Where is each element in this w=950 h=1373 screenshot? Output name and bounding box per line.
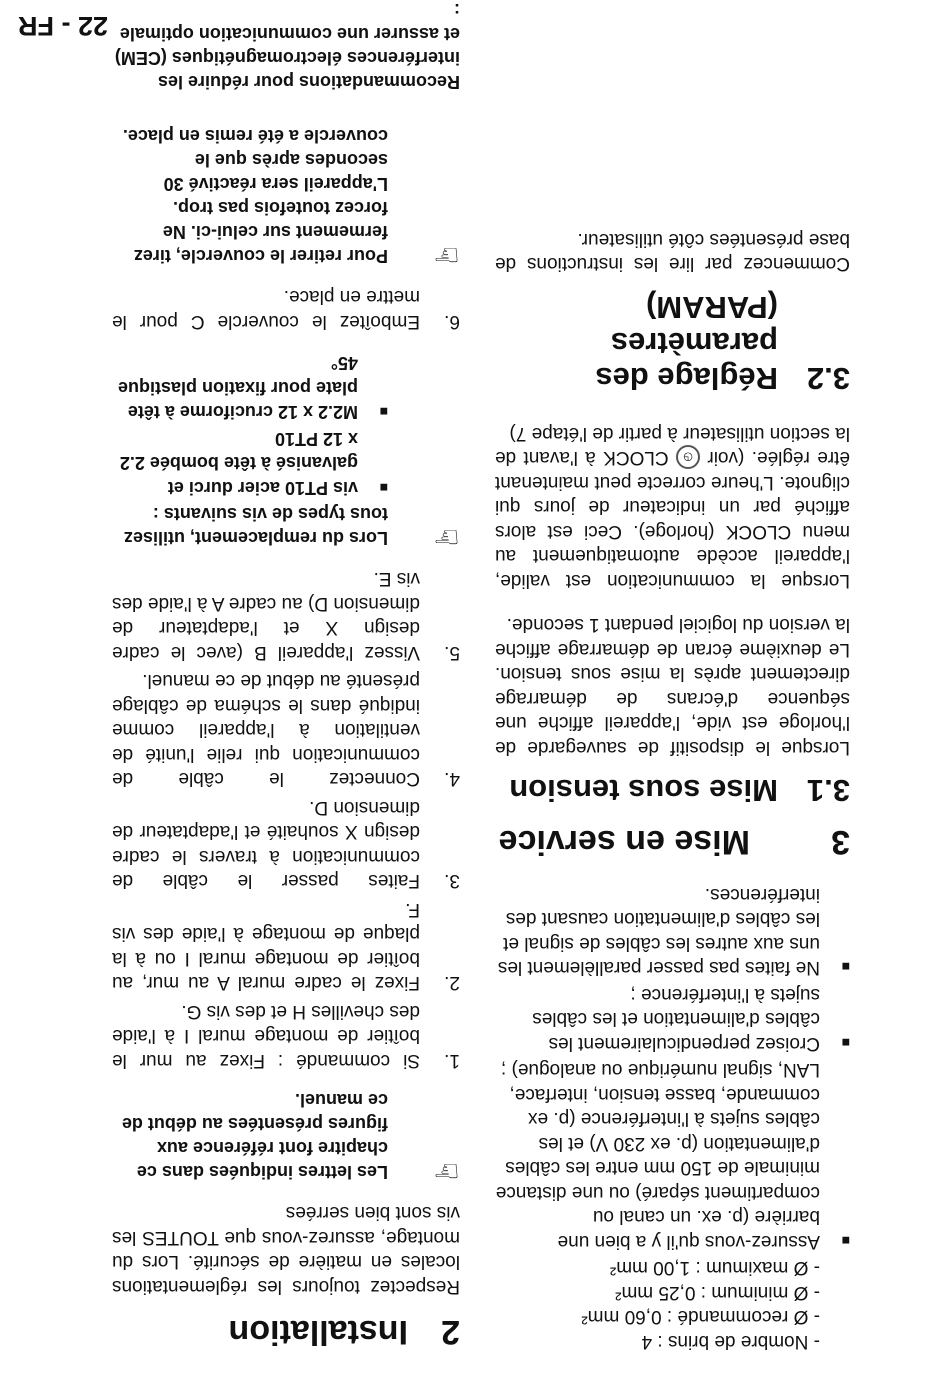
- subsection-number: 3.1: [806, 773, 850, 809]
- power-on-paragraph-2: Lorsque la communication est valide, l'appareil accède automatiquement au menu CLOCK (horloge). Ceci est alors affiché par un indicateur de jours qui clignote. L'heure correcte peut maintenant être réglée. (voir ◷ CLOCK à l'avant de la section utilisateur à partir de l'étape 7): [495, 422, 850, 591]
- bullet-square-icon: ■: [379, 480, 388, 496]
- note-text: Lors du remplacement, utilisez tous types de vis suivants :: [123, 504, 388, 548]
- step-2: 2. Fixez le cadre mural A au mur, au boîtier de montage mural I ou à la plaque de montage à l'aide des vis F.: [112, 899, 460, 994]
- rec-diam-recommended: - Ø recommandé : 0,60 mm²: [581, 1306, 820, 1328]
- subsection-title: Réglage des paramètres (PARAM): [595, 290, 778, 397]
- bullet-square-icon: ■: [841, 959, 850, 976]
- subsection-3-1-heading: [495, 773, 850, 809]
- step-4: 4. Connectez le câble de communication qui relie l'unité de ventilation à l'appareil comme indiqué dans le schéma de câblage présenté au début de ce manuel.: [112, 670, 460, 790]
- note-cover: [112, 124, 460, 271]
- note-screws: [112, 349, 460, 553]
- section-2-heading: [112, 1312, 460, 1351]
- subsection-title: Mise sous tension: [509, 773, 778, 809]
- param-paragraph: Commencez par lire les instructions de base présentées côté utilisateur.: [495, 228, 850, 275]
- rec-diam-min: - Ø minimum : 0,25 mm²: [615, 1282, 820, 1303]
- step-3: 3. Faites passer le câble de communication à travers le cadre design X souhaité et l'adaptateur de dimension D.: [112, 797, 460, 892]
- screw-type-1: ■ vis PT10 acier durci et galvanisé à tête bombée 2.2 x 12 PT10: [112, 427, 388, 501]
- column-installation: [112, 0, 460, 1351]
- rec-parallel: ■ Ne faites pas passer parallèlement les uns aux autres les câbles de signal et les câbles d'alimentation causant des interférences.: [495, 882, 850, 980]
- bullet-square-icon: ■: [841, 1233, 850, 1249]
- note-letters: [112, 1088, 460, 1187]
- bullet-square-icon: ■: [379, 404, 388, 421]
- step-6: 6. Emboîtez le couvercle C pour le mettre en place.: [112, 286, 460, 332]
- pointing-hand-icon: ☞: [433, 520, 460, 553]
- pointing-hand-icon: ☞: [433, 238, 460, 271]
- screw-type-2: ■ M2.2 x 12 cruciforme à tête plate pour fixation plastique 45°: [112, 351, 388, 425]
- rec-diam-max: - Ø maximum : 1,00 mm²: [609, 1257, 820, 1279]
- step-5: 5. Vissez l'appareil B (avec le cadre design X et l'adaptateur de dimension D) au cadre A à l'aide des vis E.: [112, 568, 460, 663]
- rec-strands: - Nombre de brins : 4: [641, 1331, 820, 1352]
- section-3-heading: [495, 823, 850, 862]
- rec-barrier: ■ Assurez-vous qu'il y a bien une barrière (p. ex. un canal ou compartiment séparé) ou une distance minimale de 150 mm entre les câbles d'alimentation (p. ex 230 V) et les câbles sujets à l'interférence (p. ex commande, basse tension, interface, LAN, signal numérique ou analogue) ;: [495, 1057, 850, 1253]
- subsection-3-2-heading: [495, 289, 850, 396]
- rec-cross: ■ Croisez perpendiculairement les câbles d'alimentation et les câbles sujets à l'interférence ;: [495, 982, 850, 1056]
- column-commissioning: [495, 224, 850, 1353]
- section-title: Mise en service: [498, 823, 750, 862]
- pointing-hand-icon: ☞: [433, 1154, 460, 1187]
- section-number: 3: [831, 823, 850, 862]
- power-on-paragraph-1: Lorsque le dispositif de sauvegarde de l'horloge est vide, l'appareil affiche une séquence d'écrans de démarrage directement après la mise sous tension. Le deuxième écran de démarrage affiche la version du logiciel pendant 1 seconde.: [495, 614, 850, 758]
- emc-recommendations-title: Recommandations pour réduire les interférences électromagnétiques (CEM) et assurer une communication optimale :: [114, 0, 460, 92]
- step-1: 1. Si commandé : Fixez au mur le boîtier de montage mural I à l'aide des chevilles H et des vis G.: [112, 1001, 460, 1071]
- note-text: Pour retirer le couvercle, tirez fermement sur celui-ci. Ne forcez toutefois pas trop. L'appareil sera réactivé 30 secondes après que le couvercle a été remis en place.: [122, 126, 388, 266]
- page-number: 22 - FR: [18, 11, 109, 41]
- section-number: 2: [441, 1313, 460, 1351]
- installation-steps: [112, 566, 460, 1072]
- note-text: Les lettres indiquées dans ce chapitre font référence aux figures présentées au début de ce manuel.: [121, 1090, 388, 1182]
- installation-steps-cont: [112, 284, 460, 333]
- subsection-number: 3.2: [806, 361, 850, 397]
- section-title: Installation: [228, 1313, 408, 1351]
- clock-button-icon: ◷: [676, 445, 700, 469]
- bullet-square-icon: ■: [841, 1035, 850, 1051]
- intro-paragraph: Respectez toujours les réglementations locales en matière de sécurité. Lors du montage, assurez-vous que TOUTES les vis sont bien serrées: [112, 1202, 460, 1297]
